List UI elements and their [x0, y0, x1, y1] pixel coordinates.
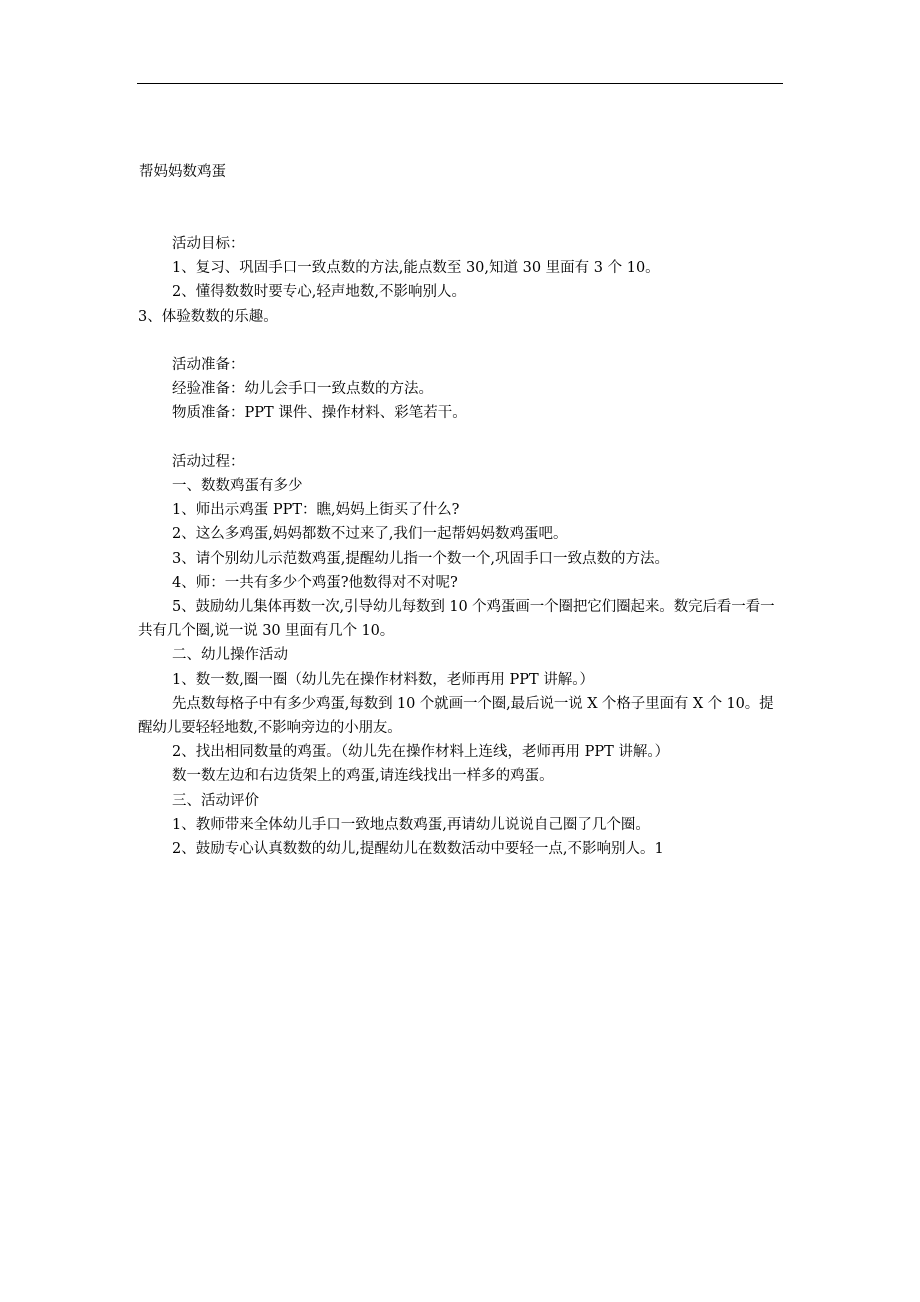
- document-title: 帮妈妈数鸡蛋: [139, 164, 226, 180]
- preparation-item: 物质准备：PPT 课件、操作材料、彩笔若干。: [172, 405, 467, 422]
- process-item: 2、鼓励专心认真数数的幼儿,提醒幼儿在数数活动中要轻一点,不影响别人。1: [172, 841, 664, 858]
- document-body: [138, 232, 780, 861]
- process-item: 2、这么多鸡蛋,妈妈都数不过来了,我们一起帮妈妈数鸡蛋吧。: [172, 526, 568, 543]
- section-title: 一、数数鸡蛋有多少: [172, 478, 303, 494]
- section-title: 二、幼儿操作活动: [172, 647, 288, 664]
- process-item: 4、师：一共有多少个鸡蛋?他数得对不对呢?: [172, 574, 458, 591]
- process-heading: 活动过程：: [172, 453, 245, 470]
- spacer: [138, 329, 780, 353]
- goal-item: 2、懂得数数时要专心,轻声地数,不影响别人。: [172, 284, 466, 301]
- goal-item: 1、复习、巩固手口一致点数的方法,能点数至 30,知道 30 里面有 3 个 10。: [172, 260, 660, 277]
- spacer: [138, 426, 780, 450]
- process-item: 2、找出相同数量的鸡蛋。（幼儿先在操作材料上连线，老师再用 PPT 讲解。）: [172, 744, 670, 761]
- preparation-heading: 活动准备：: [172, 357, 245, 373]
- process-item: 3、请个别幼儿示范数鸡蛋,提醒幼儿指一个数一个,巩固手口一致点数的方法。: [172, 550, 669, 567]
- process-item: 1、师出示鸡蛋 PPT：瞧,妈妈上街买了什么?: [172, 502, 460, 519]
- process-item: 数一数左边和右边货架上的鸡蛋,请连线找出一样多的鸡蛋。: [172, 768, 554, 785]
- preparation-item: 经验准备：幼儿会手口一致点数的方法。: [172, 381, 433, 398]
- process-item: 5、鼓励幼儿集体再数一次,引导幼儿每数到 10 个鸡蛋画一个圈把它们圈起来。数完后看一看一共有几个圈,说一说 30 里面有几个 10。: [138, 599, 775, 640]
- process-item: 1、数一数,圈一圈（幼儿先在操作材料数，老师再用 PPT 讲解。）: [172, 671, 594, 688]
- header-rule: [137, 83, 783, 84]
- goals-heading: 活动目标：: [172, 236, 245, 252]
- process-item: 1、教师带来全体幼儿手口一致地点数鸡蛋,再请幼儿说说自己圈了几个圈。: [172, 816, 650, 833]
- goal-item: 3、体验数数的乐趣。: [138, 308, 278, 325]
- section-title: 三、活动评价: [172, 792, 259, 809]
- process-item: 先点数每格子中有多少鸡蛋,每数到 10 个就画一个圈,最后说一说 X 个格子里面有 X 个 10。提醒幼儿要轻轻地数,不影响旁边的小朋友。: [138, 695, 774, 737]
